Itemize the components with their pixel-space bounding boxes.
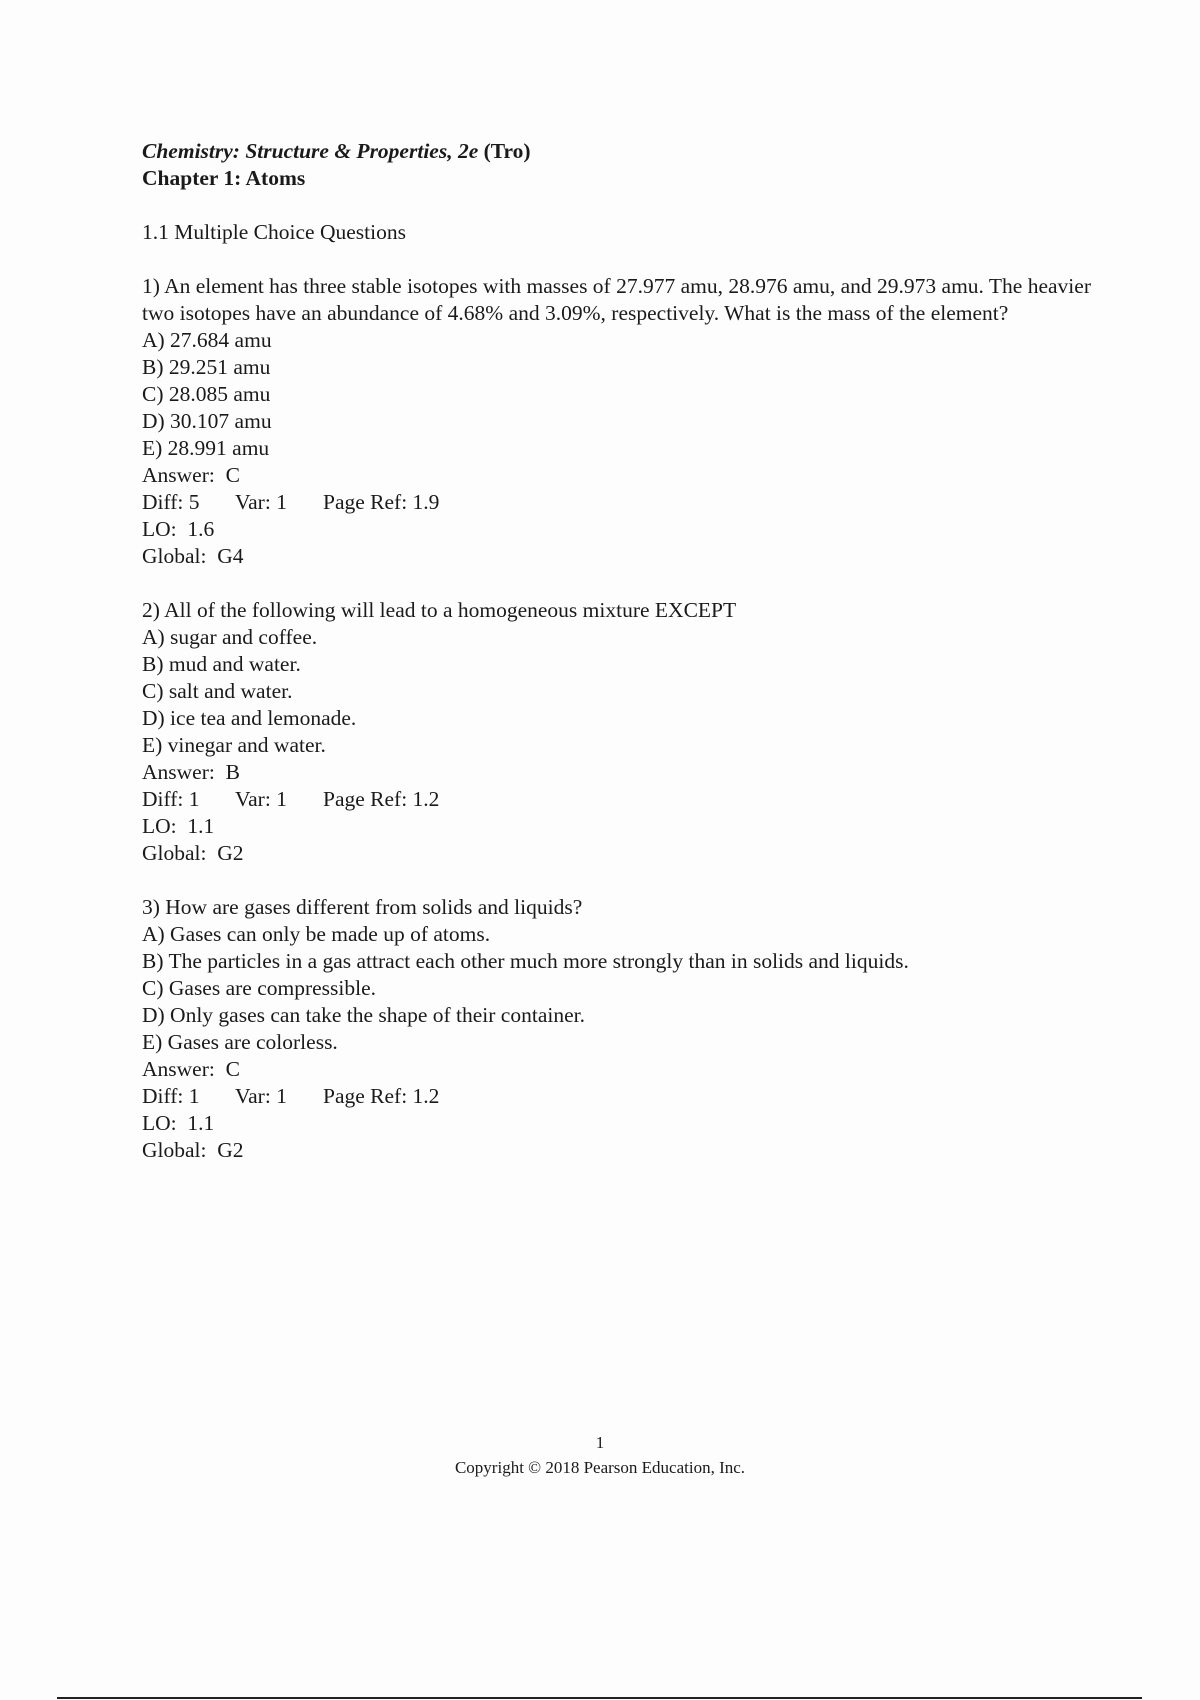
option-b: B) The particles in a gas attract each other much more strongly than in solids and liquids.	[142, 949, 909, 973]
chapter-title: Chapter 1: Atoms	[142, 166, 306, 190]
answer-options	[142, 624, 1102, 759]
question-stem: 2) All of the following will lead to a homogeneous mixture EXCEPT	[142, 598, 737, 622]
answer-key: Answer: B	[142, 760, 240, 784]
page-reference: Page Ref: 1.9	[323, 490, 440, 514]
difficulty: Diff: 1	[142, 1084, 200, 1108]
option-c: C) Gases are compressible.	[142, 976, 377, 1000]
answer-options	[142, 921, 1102, 1056]
option-e: E) 28.991 amu	[142, 436, 270, 460]
difficulty-row	[142, 489, 1102, 516]
learning-objective: LO: 1.1	[142, 814, 215, 838]
question-stem: 1) An element has three stable isotopes with masses of 27.977 amu, 28.976 amu, and 29.973 amu. The heavier two isotopes have an abundance of 4.68% and 3.09%, respectively. What is the mass of the element?	[142, 274, 1091, 325]
question-1	[142, 273, 1102, 570]
option-e: E) vinegar and water.	[142, 733, 326, 757]
difficulty-row	[142, 786, 1102, 813]
page-content	[142, 138, 1102, 1164]
copyright-notice: Copyright © 2018 Pearson Education, Inc.	[454, 1458, 746, 1477]
difficulty-row	[142, 1083, 1102, 1110]
option-d: D) Only gases can take the shape of their container.	[142, 1003, 585, 1027]
variant: Var: 1	[235, 490, 287, 514]
global-outcome: Global: G2	[142, 1138, 244, 1162]
option-a: A) Gases can only be made up of atoms.	[142, 922, 491, 946]
option-e: E) Gases are colorless.	[142, 1030, 338, 1054]
option-a: A) sugar and coffee.	[142, 625, 318, 649]
question-3	[142, 894, 1102, 1164]
book-title	[142, 138, 1102, 165]
page-reference: Page Ref: 1.2	[323, 787, 440, 811]
section-title: 1.1 Multiple Choice Questions	[142, 220, 406, 244]
variant: Var: 1	[235, 787, 287, 811]
global-outcome: Global: G2	[142, 841, 244, 865]
book-title-author: (Tro)	[478, 139, 531, 163]
bottom-divider	[57, 1697, 1142, 1699]
book-title-italic: Chemistry: Structure & Properties, 2e	[142, 139, 479, 163]
answer-key: Answer: C	[142, 1057, 240, 1081]
page-reference: Page Ref: 1.2	[323, 1084, 440, 1108]
global-outcome: Global: G4	[142, 544, 244, 568]
option-d: D) ice tea and lemonade.	[142, 706, 357, 730]
difficulty: Diff: 5	[142, 490, 200, 514]
variant: Var: 1	[235, 1084, 287, 1108]
page-number: 1	[595, 1433, 605, 1452]
question-stem: 3) How are gases different from solids and liquids?	[142, 895, 583, 919]
option-c: C) 28.085 amu	[142, 382, 271, 406]
learning-objective: LO: 1.6	[142, 517, 215, 541]
option-b: B) mud and water.	[142, 652, 301, 676]
option-c: C) salt and water.	[142, 679, 293, 703]
option-a: A) 27.684 amu	[142, 328, 272, 352]
option-b: B) 29.251 amu	[142, 355, 271, 379]
answer-key: Answer: C	[142, 463, 240, 487]
answer-options	[142, 327, 1102, 462]
learning-objective: LO: 1.1	[142, 1111, 215, 1135]
difficulty: Diff: 1	[142, 787, 200, 811]
option-d: D) 30.107 amu	[142, 409, 272, 433]
question-2	[142, 597, 1102, 867]
